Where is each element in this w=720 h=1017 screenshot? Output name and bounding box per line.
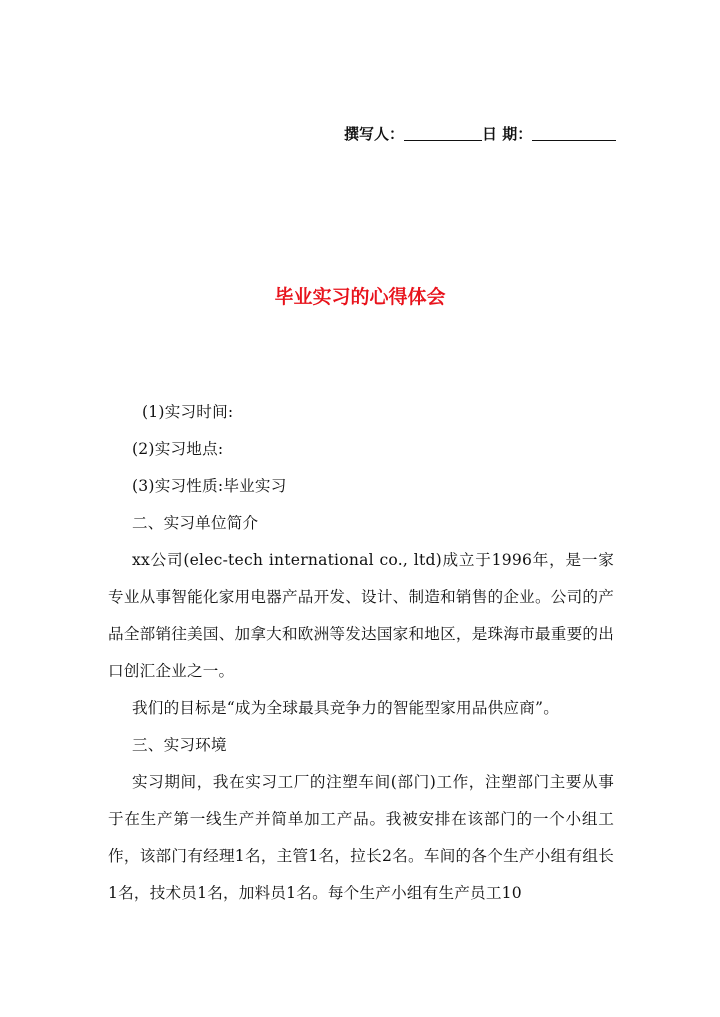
paragraph-internship-location: (2)实习地点:	[132, 440, 224, 458]
date-blank	[532, 124, 616, 141]
paragraph-company-goal: 我们的目标是“成为全球最具竞争力的智能型家用品供应商”。	[132, 699, 559, 717]
author-label: 撰写人：	[344, 125, 405, 143]
paragraph-internship-nature: (3)实习性质:毕业实习	[132, 477, 287, 495]
paragraph-internship-time: (1)实习时间:	[142, 403, 234, 421]
section-heading-company-intro: 二、实习单位简介	[132, 514, 259, 532]
paragraph-environment: 实习期间，我在实习工厂的注塑车间(部门)工作，注塑部门主要从事于在生产第一线生产并简单加工产品。我被安排在该部门的一个小组工作，该部门有经理1名，主管1名，拉长2名。车间的各个生产小组有组长1名，技术员1名，加料员1名。每个生产小组有生产员工10	[108, 773, 614, 902]
header-signature-line	[344, 124, 614, 144]
section-heading-environment: 三、实习环境	[132, 736, 227, 754]
paragraph-company-intro: xx公司(elec-tech international co., ltd)成立于1996年，是一家专业从事智能化家用电器产品开发、设计、制造和销售的企业。公司的产品全部销往美国、加拿大和欧洲等发达国家和地区，是珠海市最重要的出口创汇企业之一。	[108, 551, 614, 680]
date-label: 日 期：	[482, 125, 533, 143]
document-title: 毕业实习的心得体会	[274, 286, 446, 308]
document-body	[108, 394, 614, 912]
author-blank	[404, 124, 482, 141]
